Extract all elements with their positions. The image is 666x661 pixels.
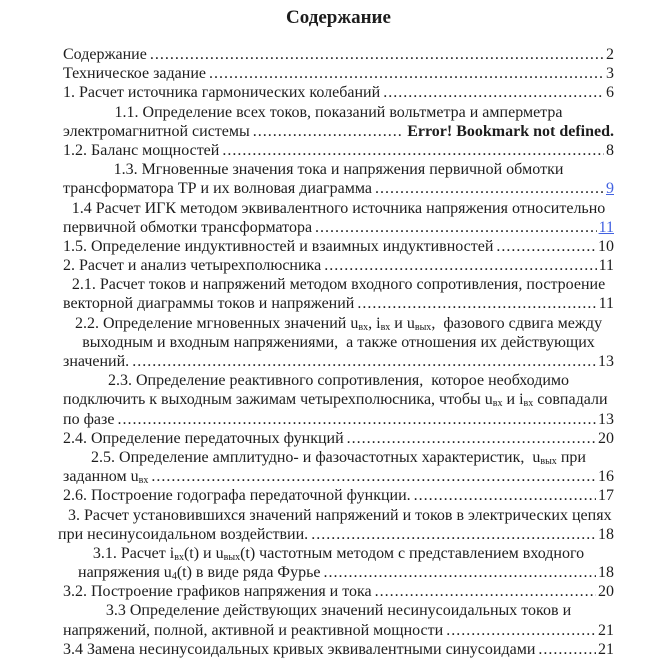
toc-entry-line [63,45,614,64]
dot-leader [324,256,596,275]
subscript-text: вх [380,321,391,333]
toc-entry-text: 1. Расчет источника гармонических колебаний [63,84,381,102]
toc-entry-line [63,103,614,122]
page-number: 20 [598,429,614,447]
dot-leader [375,582,596,601]
dot-leader [132,352,596,371]
dot-leader [315,218,597,237]
subscript-text: 4 [171,571,177,583]
page-number-link[interactable]: 11 [598,218,614,236]
error-bookmark-text: Error! Bookmark not defined. [407,122,614,140]
toc-entry-text: 2.2. Определение мгновенных значений uвх, iвх и uвых, фазового сдвига между [74,314,603,333]
dot-leader [323,563,596,582]
toc-entry-text: 2.5. Определение амплитудно- и фазочастотных характеристик, uвых при [91,448,586,467]
dot-leader [311,525,596,544]
toc-entry-text: 3.2. Построение графиков напряжения и тока [63,583,372,601]
toc-entry-text: 3.3 Определение действующих значений несинусоидальных токов и [105,602,572,620]
toc-entry-text: 3. Расчет установившихся значений напряжений и токов в электрических цепях [68,506,612,524]
toc-entry-line [63,294,614,313]
toc-entry-text: 1.3. Мгновенные значения тока и напряжения первичной обмотки [113,161,564,179]
toc-entry-text: Содержание [63,46,147,63]
toc-entry-text: по фазе [63,410,115,428]
dot-leader [414,486,596,505]
dot-leader [357,294,596,313]
subscript-text: вх [358,321,369,333]
dot-leader [383,83,604,102]
subscript-text: вх [138,475,149,487]
toc-entry-line [63,390,614,409]
toc-entry-line [63,467,614,486]
page-number: 8 [606,141,614,159]
toc-entry-line [63,160,614,179]
page-number: 13 [598,410,614,428]
toc-entry-line [63,237,614,256]
subscript-text: вых [223,551,241,563]
toc-entry-line [63,640,614,659]
toc-entry-line [63,352,614,371]
toc-entry-text: 2.1. Расчет токов и напряжений методом входного сопротивления, построение [71,276,606,294]
toc-entry-line [63,83,614,102]
toc-entry-text: Техническое задание [63,65,206,83]
toc-entry-text: 1.5. Определение индуктивностей и взаимных индуктивностей [63,237,494,255]
toc-entry-text: 2.4. Определение передаточных функций [63,429,344,447]
dot-leader [375,179,604,198]
toc-entry-line [63,256,614,275]
toc-entry-line [63,314,614,333]
toc-entry-line [63,448,614,467]
toc-entry-text: заданном uвх [63,468,149,487]
toc-entry-line [63,333,614,352]
page-number: 17 [598,487,614,505]
toc-entry-text: векторной диаграммы токов и напряжений [63,295,355,313]
toc-entry-text: значений. [63,353,130,370]
toc-entry-line [63,371,614,390]
page-number: 13 [598,353,614,370]
toc-entry-line [78,563,614,582]
page-number: 18 [598,564,614,582]
subscript-text: вых [414,321,432,333]
subscript-text: вх [492,398,503,410]
toc-entry-line [63,486,614,505]
toc-entry-line [63,122,614,141]
page-number: 16 [598,468,614,486]
toc-entry-text: 3.1. Расчет iвх(t) и uвых(t) частотным методом с представлением входного [92,544,585,563]
toc-entry-line [68,506,614,525]
toc-entry-line [63,64,614,83]
page-number: 11 [598,257,614,275]
toc-entry-text: электромагнитной системы [63,122,250,140]
page-title: Содержание [286,7,391,28]
toc-list [58,45,614,659]
toc-entry-line [63,141,614,160]
toc-entry-text: 2.6. Построение годографа передаточной функции. [63,487,411,505]
toc-entry-line [63,199,614,218]
toc-entry-text: подключить к выходным зажимам четырехполюсника, чтобы uвх и iвх совпадали [63,391,608,410]
page-number: 21 [598,640,614,658]
toc-entry-line [63,410,614,429]
dot-leader [446,621,596,640]
dot-leader [538,640,596,659]
toc-entry-line [58,525,614,544]
toc-entry-text: 2. Расчет и анализ четырехполюсника [63,257,322,275]
page-number: 18 [598,525,614,543]
toc-entry-line [63,429,614,448]
toc-entry-text: 1.2. Баланс мощностей [63,141,220,159]
subscript-text: вых [540,455,557,467]
toc-entry-text: 2.3. Определение реактивного сопротивления, которое необходимо [107,372,570,390]
dot-leader [209,64,604,83]
toc-entry-text: 3.4 Замена несинусоидальных кривых эквивалентными синусоидами [63,640,536,658]
toc-entry-text: первичной обмотки трансформатора [63,218,313,236]
toc-entry-text: 1.1. Определение всех токов, показаний вольтметра и амперметра [114,103,563,121]
dot-leader [222,141,604,160]
subscript-text: вх [174,551,184,563]
dot-leader [117,410,596,429]
page-number-link[interactable]: 9 [606,180,614,198]
page-number: 6 [606,84,614,102]
page-number: 11 [598,295,614,313]
dot-leader [253,122,402,141]
toc-entry-line [63,601,614,620]
toc-entry-line [63,621,614,640]
dot-leader [347,429,596,448]
toc-entry-text: трансформатора ТР и их волновая диаграмма [63,180,372,198]
toc-entry-text: 1.4 Расчет ИГК методом эквивалентного источника напряжения относительно [71,199,606,217]
toc-entry-line [63,179,614,198]
page-number: 2 [606,46,614,63]
dot-leader [151,467,596,486]
page-number: 21 [598,621,614,639]
toc-entry-line [63,582,614,601]
subscript-text: вх [523,398,534,410]
toc-entry-text: выходным и входным напряжениями, а также отношения их действующих [82,333,595,351]
toc-entry-line [63,218,614,237]
dot-leader [496,237,596,256]
toc-entry-text: напряжения u4(t) в виде ряда Фурье [78,564,321,583]
toc-entry-line [63,275,614,294]
dot-leader [150,45,604,64]
page-number: 20 [598,583,614,601]
toc-entry-text: при несинусоидальном воздействии. [58,525,309,543]
toc-entry-text: напряжений, полной, активной и реактивной мощности [63,621,444,639]
page-number: 10 [598,237,614,255]
toc-entry-line [63,544,614,563]
page-number: 3 [606,65,614,83]
